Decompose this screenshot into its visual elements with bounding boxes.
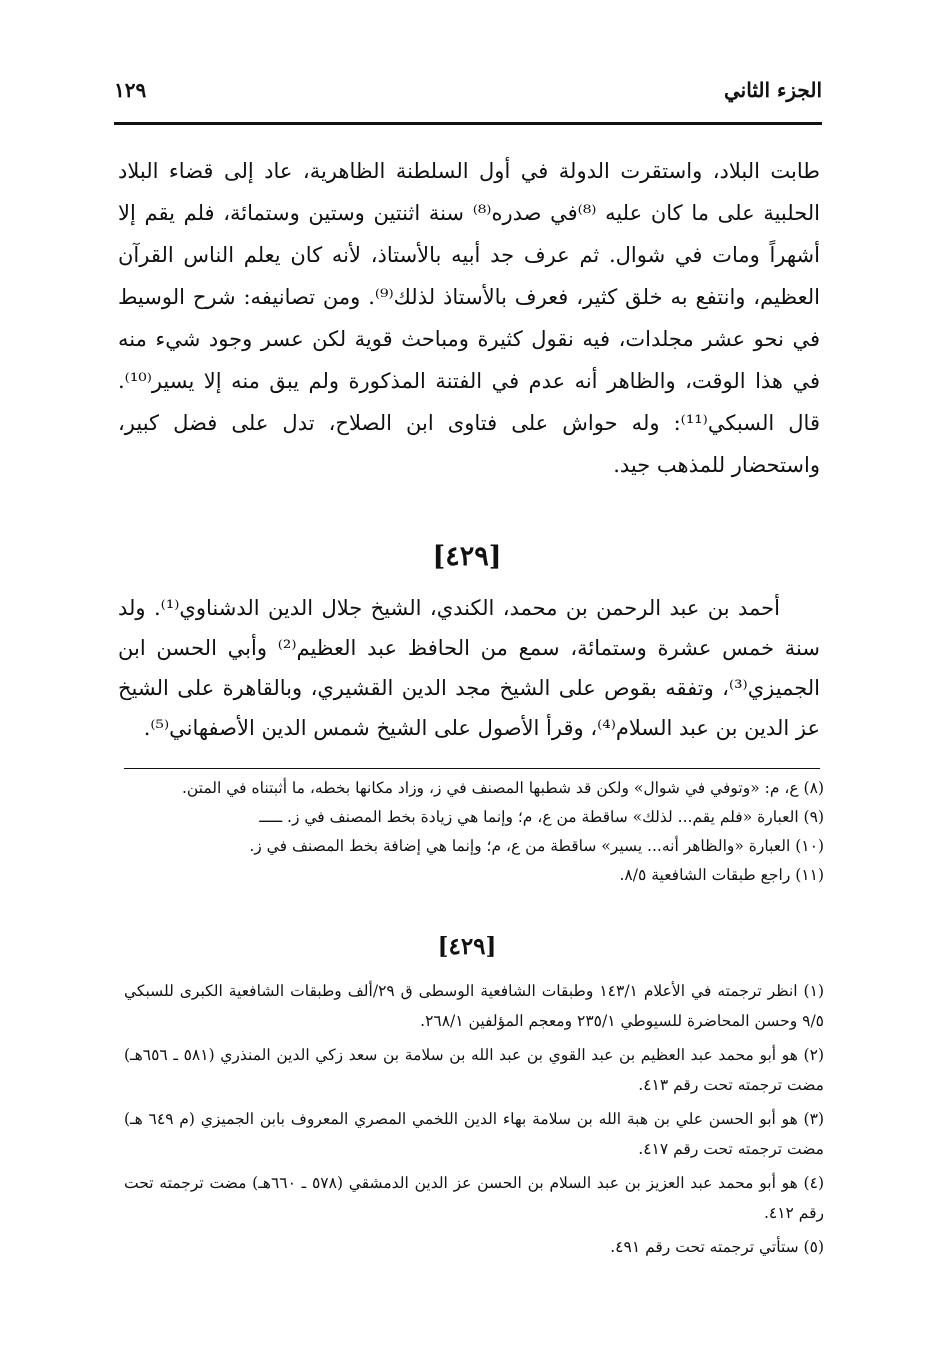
body-paragraph: طابت البلاد، واستقرت الدولة في أول السلطنة الظاهرية، عاد إلى قضاء البلاد الحلبية على ما كان عليه ⁽⁸⁾في صدره⁽⁸⁾ سنة اثنتين وستين وستمائة، فلم يقم إلا أشهراً ومات في شوال. ثم عرف جد أبيه بالأستاذ، لأنه كان يعلم الناس القرآن العظيم، وانتفع به خلق كثير، فعرف بالأستاذ لذلك⁽⁹⁾. ومن تصانيفه: شرح الوسيط في نحو عشر مجلدات، فيه نقول كثيرة ومباحث قوية لكن عسر وجود شيء منه في هذا الوقت، والظاهر أنه عدم في الفتنة المذكورة ولم يبق منه إلا يسير⁽¹⁰⁾. قال السبكي⁽¹¹⁾: وله حواش على فتاوى ابن الصلاح، تدل على فضل كبير، واستحضار للمذهب جيد. (118, 159, 820, 477)
page-number: ١٢٩ (114, 78, 147, 102)
footnote: (٢) هو أبو محمد عبد العظيم بن عبد القوي بن عبد الله بن سلامة بن سعد زكي الدين المنذري (٥٨١ ـ ٦٥٦هـ) مضت ترجمته تحت رقم ٤١٣. (124, 1046, 824, 1094)
page-header (114, 72, 822, 108)
footnote: (١٠) العبارة «والظاهر أنه... يسير» ساقطة من ع، م؛ وإنما هي إضافة بخط المصنف في ز. (249, 837, 824, 855)
header-divider (114, 122, 822, 125)
footnote: (٩) العبارة «فلم يقم... لذلك» ساقطة من ع، م؛ وإنما هي زيادة بخط المصنف في ز. ـــــ (259, 808, 824, 826)
footnote: (١) انظر ترجمته في الأعلام ١٤٣/١ وطبقات الشافعية الوسطى ق ٢٩/ألف وطبقات الشافعية الكبرى للسبكي ٩/٥ وحسن المحاضرة للسيوطي ٢٣٥/١ ومعجم المؤلفين ٢٦٨/١. (124, 982, 824, 1030)
footnote: (٣) هو أبو الحسن علي بن هبة الله بن سلامة بهاء الدين اللخمي المصري المعروف بابن الجميزي (م ٦٤٩ هـ) مضت ترجمته تحت رقم ٤١٧. (124, 1110, 824, 1158)
main-text (118, 150, 820, 486)
footnotes-entry-heading: [٤٢٩] (437, 933, 497, 960)
footnote-divider (124, 768, 820, 769)
entry-paragraph: أحمد بن عبد الرحمن بن محمد، الكندي، الشيخ جلال الدين الدشناوي⁽¹⁾. ولد سنة خمس عشرة وستمائة، سمع من الحافظ عبد العظيم⁽²⁾ وأبي الحسن ابن الجميزي⁽³⁾، وتفقه بقوص على الشيخ مجد الدين القشيري، وبالقاهرة على الشيخ عز الدين بن عبد السلام⁽⁴⁾، وقرأ الأصول على الشيخ شمس الدين الأصفهاني⁽⁵⁾. (118, 596, 820, 740)
footnotes-current-entry (124, 976, 824, 1266)
footnote: (٥) ستأتي ترجمته تحت رقم ٤٩١. (610, 1238, 824, 1256)
footnote: (٤) هو أبو محمد عبد العزيز بن عبد السلام بن الحسن عز الدين الدمشقي (٥٧٨ ـ ٦٦٠هـ) مضت ترجمته تحت رقم ٤١٢. (124, 1174, 824, 1222)
entry-text (118, 588, 820, 748)
entry-number-heading: [٤٢٩] (432, 541, 502, 572)
footnotes-previous-entry (124, 774, 824, 890)
running-title: الجزء الثاني (724, 78, 822, 102)
footnote: (١١) راجع طبقات الشافعية ٨/٥. (619, 866, 824, 884)
footnote: (٨) ع، م: «وتوفي في شوال» ولكن قد شطبها المصنف في ز، وزاد مكانها بخطه، ما أثبتناه في المتن. (181, 779, 824, 797)
